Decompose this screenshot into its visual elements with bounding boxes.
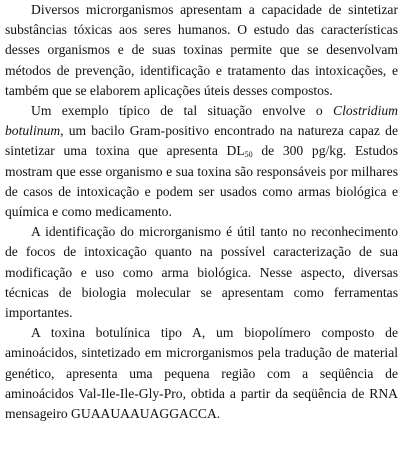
paragraph-2-text-a: Um exemplo típico de tal situação envolve o	[31, 103, 334, 119]
paragraph-3: A identificação do microrganismo é útil tanto no reconhecimento de focos de intoxicação quanto na possível caracterização de sua modificação e uso como arma biológica. Nesse aspecto, diversas técnicas de biologia molecular se apresentam como ferramentas importantes.	[5, 224, 398, 321]
paragraph-2-text-b: , um bacilo Gram-positivo encontrado na natureza capaz de sintetizar uma toxina que apresenta DL	[5, 123, 398, 159]
paragraph-2-text-c: de 300 pg/kg. Estudos mostram que esse organismo e sua toxina são responsáveis por milhares de casos de intoxicação e podem ser usados como armas biológica e química e como medicamento.	[5, 143, 398, 220]
paragraph-1: Diversos microrganismos apresentam a capacidade de sintetizar substâncias tóxicas aos seres humanos. O estudo das características desses organismos e de suas toxinas permite que se desenvolvam métodos de prevenção, identificação e tratamento das intoxicações, e também que se elaborem aplicações úteis desses compostos.	[5, 2, 398, 98]
dl-subscript: 50	[244, 150, 253, 160]
paragraph-2	[5, 101, 398, 222]
document-body	[5, 0, 398, 424]
species-name: Clostridium botulinum	[5, 103, 398, 139]
paragraph-4: A toxina botulínica tipo A, um biopolímero composto de aminoácidos, sintetizado em microrganismos pela tradução de material genético, apresenta uma pequena região com a seqüência de aminoácidos Val-Ile-Ile-Gly-Pro, obtida a partir da seqüência de RNA mensageiro GUAAUAAUAGGACCA.	[5, 325, 398, 422]
